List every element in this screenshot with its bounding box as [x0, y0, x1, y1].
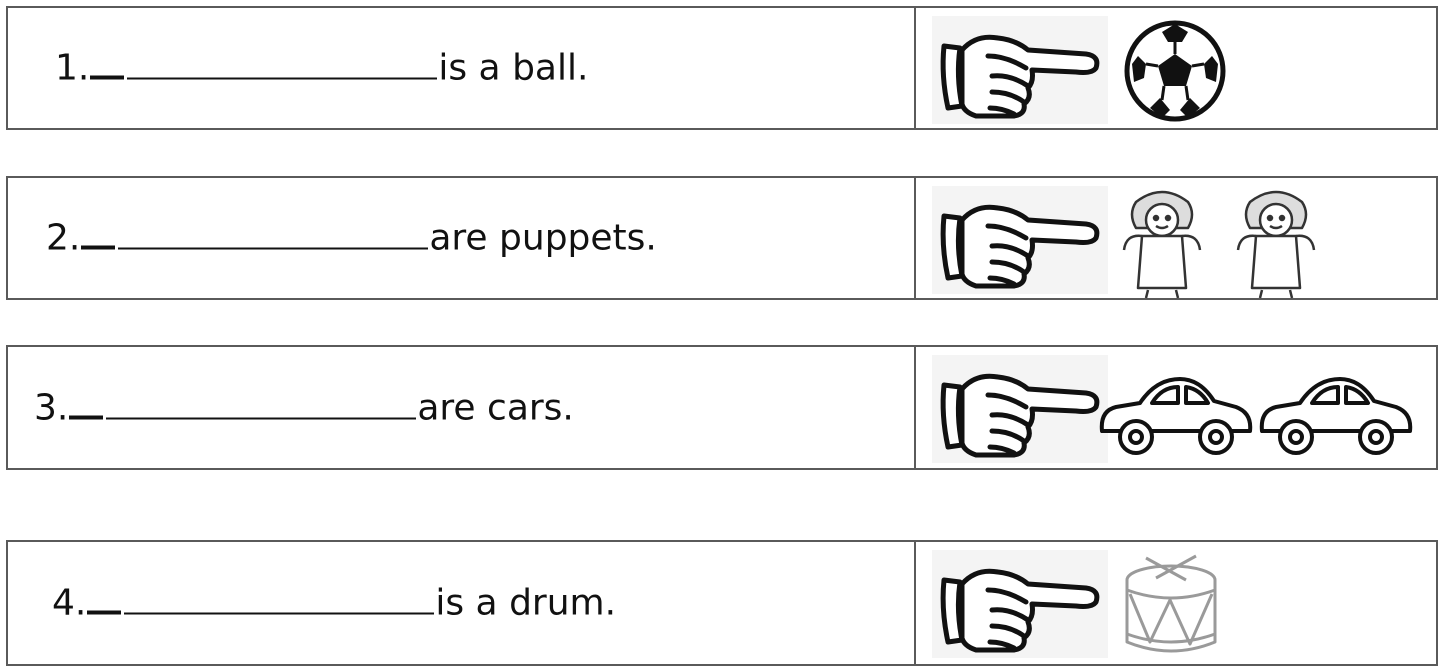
car-icon: [1256, 355, 1416, 465]
item-number-4: 4.: [52, 582, 87, 624]
item-number-1: 1.: [55, 47, 90, 89]
picture-cell-3: [916, 347, 1436, 468]
picture-cell-4: [916, 542, 1436, 664]
picture-cell-1: [916, 8, 1436, 128]
answer-blank-start-4: [87, 610, 121, 615]
answer-blank-start-1: [90, 75, 124, 80]
answer-blank-4[interactable]: [124, 612, 434, 615]
sentence-text-3: are cars.: [417, 387, 574, 428]
sentence-text-1: is a ball.: [438, 47, 589, 89]
answer-blank-start-3: [69, 414, 103, 419]
sentence-cell-3: [8, 347, 916, 468]
sentence-1: [55, 48, 588, 89]
pointing-hand-icon: [936, 186, 1106, 296]
exercise-row-4: [6, 540, 1438, 666]
pointing-hand-icon: [936, 550, 1106, 660]
puppet-icon: [1112, 186, 1212, 302]
exercise-row-3: [6, 345, 1438, 470]
item-number-2: 2.: [46, 217, 81, 259]
answer-blank-1[interactable]: [127, 77, 437, 80]
exercise-row-1: [6, 6, 1438, 130]
exercise-row-2: [6, 176, 1438, 300]
answer-blank-2[interactable]: [118, 247, 428, 250]
answer-blank-3[interactable]: [106, 416, 416, 419]
sentence-3: [34, 387, 574, 428]
pointing-hand-icon: [936, 355, 1106, 465]
puppet-icon: [1226, 186, 1326, 302]
item-number-3: 3.: [34, 387, 69, 428]
sentence-cell-2: [8, 178, 916, 298]
picture-cell-2: [916, 178, 1436, 298]
car-icon: [1096, 355, 1256, 465]
drum-icon: [1116, 550, 1226, 664]
sentence-text-2: are puppets.: [429, 217, 657, 259]
sentence-cell-1: [8, 8, 916, 128]
sentence-2: [46, 218, 657, 259]
pointing-hand-icon: [936, 16, 1106, 126]
sentence-cell-4: [8, 542, 916, 664]
answer-blank-start-2: [81, 245, 115, 250]
sentence-text-4: is a drum.: [435, 582, 617, 624]
sentence-4: [52, 583, 616, 624]
soccer-ball-icon: [1120, 16, 1230, 126]
